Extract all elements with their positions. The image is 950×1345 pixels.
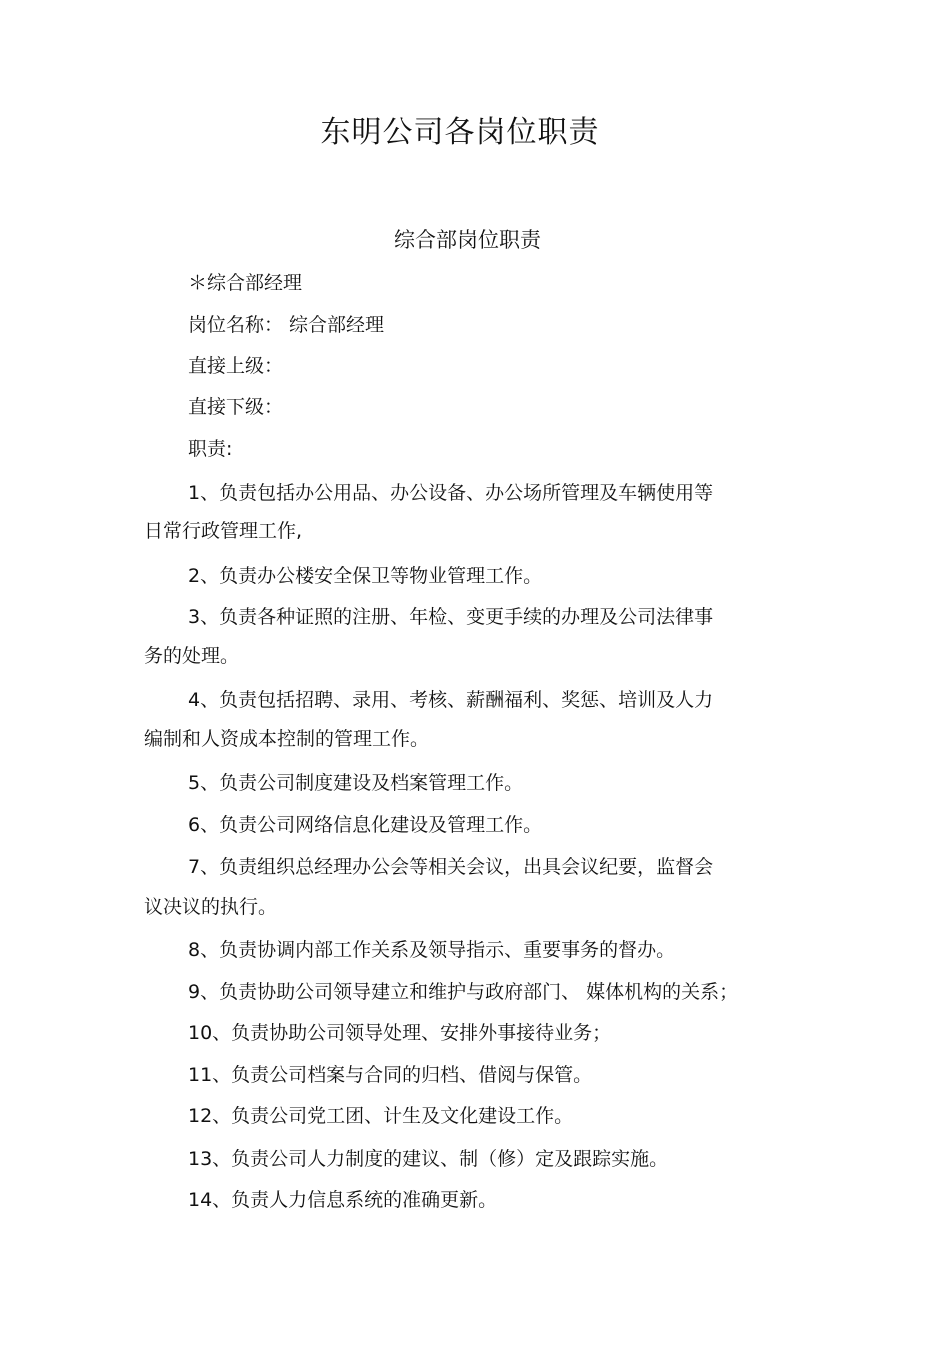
section-title: 综合部岗位职责 bbox=[394, 228, 541, 252]
duties-label: 职责: bbox=[188, 438, 233, 460]
duty-item-7: 7、负责组织总经理办公会等相关会议，出具会议纪要，监督会 bbox=[188, 856, 714, 878]
duty-item-5: 5、负责公司制度建设及档案管理工作。 bbox=[188, 772, 524, 794]
document-title: 东明公司各岗位职责 bbox=[320, 115, 600, 150]
position-heading: ＊综合部经理 bbox=[188, 272, 303, 294]
duty-item-1-continuation: 日常行政管理工作, bbox=[144, 520, 303, 542]
duty-item-11: 11、负责公司档案与合同的归档、借阅与保管。 bbox=[188, 1064, 593, 1086]
duty-item-3-continuation: 务的处理。 bbox=[144, 645, 240, 667]
duty-item-6: 6、负责公司网络信息化建设及管理工作。 bbox=[188, 814, 543, 836]
duty-item-4: 4、负责包括招聘、录用、考核、薪酬福利、奖惩、培训及人力 bbox=[188, 689, 714, 711]
duty-item-4-continuation: 编制和人资成本控制的管理工作。 bbox=[144, 728, 430, 750]
duty-item-9: 9、负责协助公司领导建立和维护与政府部门、 媒体机构的关系； bbox=[188, 981, 739, 1003]
duty-item-1: 1、负责包括办公用品、办公设备、办公场所管理及车辆使用等 bbox=[188, 482, 714, 504]
duty-item-14: 14、负责人力信息系统的准确更新。 bbox=[188, 1189, 498, 1211]
duty-item-12: 12、负责公司党工团、计生及文化建设工作。 bbox=[188, 1105, 574, 1127]
direct-superior-field: 直接上级： bbox=[188, 355, 284, 377]
duty-item-2: 2、负责办公楼安全保卫等物业管理工作。 bbox=[188, 565, 543, 587]
duty-item-7-continuation: 议决议的执行。 bbox=[144, 896, 278, 918]
direct-subordinate-field: 直接下级： bbox=[188, 396, 284, 418]
duty-item-8: 8、负责协调内部工作关系及领导指示、重要事务的督办。 bbox=[188, 939, 676, 961]
position-name-field: 岗位名称： 综合部经理 bbox=[188, 314, 385, 336]
duty-item-13: 13、负责公司人力制度的建议、制（修）定及跟踪实施。 bbox=[188, 1148, 669, 1170]
duty-item-10: 10、负责协助公司领导处理、安排外事接待业务； bbox=[188, 1022, 612, 1044]
duty-item-3: 3、负责各种证照的注册、年检、变更手续的办理及公司法律事 bbox=[188, 606, 714, 628]
